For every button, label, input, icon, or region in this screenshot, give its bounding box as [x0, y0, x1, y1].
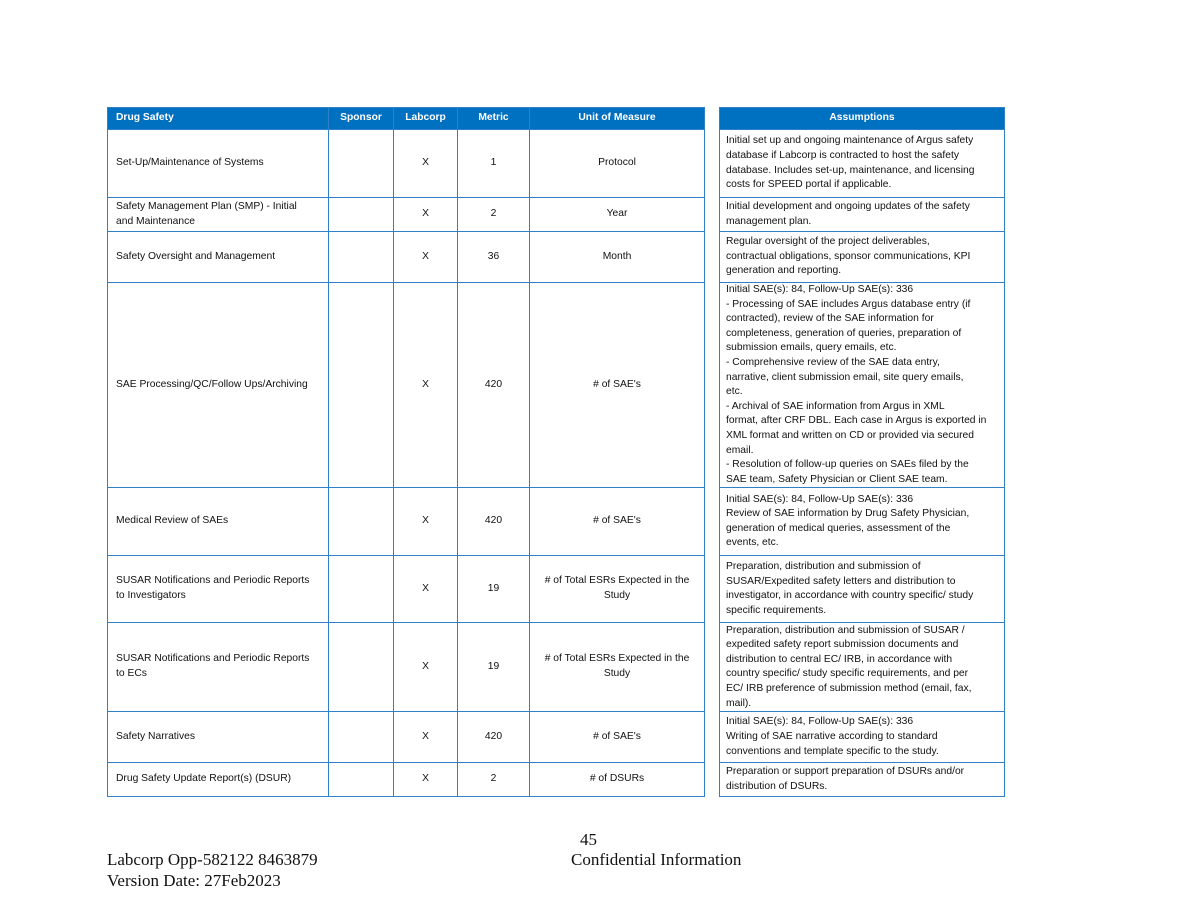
assumption-cell: Initial SAE(s): 84, Follow-Up SAE(s): 336 - Processing of SAE includes Argus database entry (if contracted), review of the SAE information for completeness, generation of queries, preparation of submission emails, query emails, etc. - Comprehensive review of the SAE data entry, narrative, client submission email, site query emails, etc. - Archival of SAE information from Argus in XML format, after CRF DBL. Each case in Argus is exported in XML format and written on CD or provided via secured email. - Resolution of follow-up queries on SAEs filed by the SAE team, Safety Physician or Client SAE team. [720, 283, 1005, 488]
header-metric: Metric [458, 108, 530, 130]
metric-cell: 1 [458, 130, 530, 198]
assumption-row [720, 712, 1005, 763]
header-drug-safety: Drug Safety [108, 108, 329, 130]
metric-cell: 2 [458, 198, 530, 232]
service-cell: Safety Management Plan (SMP) - Initial and Maintenance [108, 198, 329, 232]
labcorp-cell: X [394, 283, 458, 488]
table-row [108, 763, 705, 797]
assumptions-table [719, 107, 1005, 797]
assumption-row [720, 130, 1005, 198]
sponsor-cell [329, 623, 394, 712]
table-row [108, 198, 705, 232]
assumption-row [720, 763, 1005, 797]
sponsor-cell [329, 198, 394, 232]
table-row [108, 556, 705, 623]
metric-cell: 19 [458, 556, 530, 623]
assumption-cell: Initial SAE(s): 84, Follow-Up SAE(s): 336 Review of SAE information by Drug Safety Physician, generation of medical queries, assessment of the events, etc. [720, 488, 1005, 556]
header-sponsor: Sponsor [329, 108, 394, 130]
assumption-row [720, 198, 1005, 232]
assumption-cell: Initial set up and ongoing maintenance of Argus safety database if Labcorp is contracted to host the safety database. Includes set-up, maintenance, and licensing costs for SPEED portal if applicable. [720, 130, 1005, 198]
labcorp-cell: X [394, 623, 458, 712]
metric-cell: 420 [458, 488, 530, 556]
unit-cell: # of DSURs [530, 763, 705, 797]
assumption-row [720, 283, 1005, 488]
sponsor-cell [329, 232, 394, 283]
metric-cell: 2 [458, 763, 530, 797]
assumption-cell: Initial SAE(s): 84, Follow-Up SAE(s): 336 Writing of SAE narrative according to standard conventions and template specific to the study. [720, 712, 1005, 763]
unit-cell: Year [530, 198, 705, 232]
footer-confidential: Confidential Information [571, 850, 742, 869]
unit-cell: # of SAE's [530, 488, 705, 556]
sponsor-cell [329, 556, 394, 623]
service-cell: Medical Review of SAEs [108, 488, 329, 556]
sponsor-cell [329, 763, 394, 797]
sponsor-cell [329, 283, 394, 488]
header-unit-of-measure: Unit of Measure [530, 108, 705, 130]
unit-cell: # of SAE's [530, 712, 705, 763]
assumption-cell: Preparation, distribution and submission of SUSAR / expedited safety report submission documents and distribution to central EC/ IRB, in accordance with country specific/ study specific requirements, and per EC/ IRB preference of submission method (email, fax, mail). [720, 623, 1005, 712]
header-labcorp: Labcorp [394, 108, 458, 130]
labcorp-cell: X [394, 488, 458, 556]
service-cell: Set-Up/Maintenance of Systems [108, 130, 329, 198]
sponsor-cell [329, 488, 394, 556]
drug-safety-table [107, 107, 705, 797]
metric-cell: 420 [458, 283, 530, 488]
header-assumptions: Assumptions [720, 108, 1005, 130]
unit-cell: Month [530, 232, 705, 283]
table-row [108, 130, 705, 198]
service-cell: SUSAR Notifications and Periodic Reports to ECs [108, 623, 329, 712]
assumption-row [720, 556, 1005, 623]
assumption-cell: Preparation, distribution and submission of SUSAR/Expedited safety letters and distribution to investigator, in accordance with country specific/ study specific requirements. [720, 556, 1005, 623]
assumption-row [720, 232, 1005, 283]
assumption-row [720, 488, 1005, 556]
sponsor-cell [329, 130, 394, 198]
footer-opportunity-id: Labcorp Opp-582122 8463879 [107, 850, 318, 869]
labcorp-cell: X [394, 198, 458, 232]
metric-cell: 19 [458, 623, 530, 712]
footer-version-date: Version Date: 27Feb2023 [107, 871, 281, 890]
metric-cell: 36 [458, 232, 530, 283]
assumptions-header-row [720, 108, 1005, 130]
table-row [108, 623, 705, 712]
sponsor-cell [329, 712, 394, 763]
table-header-row [108, 108, 705, 130]
assumption-row [720, 623, 1005, 712]
page-number: 45 [580, 830, 597, 849]
labcorp-cell: X [394, 130, 458, 198]
service-cell: Safety Oversight and Management [108, 232, 329, 283]
service-cell: SUSAR Notifications and Periodic Reports to Investigators [108, 556, 329, 623]
table-row [108, 232, 705, 283]
labcorp-cell: X [394, 232, 458, 283]
unit-cell: Protocol [530, 130, 705, 198]
unit-cell: # of SAE's [530, 283, 705, 488]
metric-cell: 420 [458, 712, 530, 763]
unit-cell: # of Total ESRs Expected in the Study [530, 623, 705, 712]
unit-cell: # of Total ESRs Expected in the Study [530, 556, 705, 623]
labcorp-cell: X [394, 556, 458, 623]
assumption-cell: Preparation or support preparation of DSURs and/or distribution of DSURs. [720, 763, 1005, 797]
service-cell: Safety Narratives [108, 712, 329, 763]
service-cell: SAE Processing/QC/Follow Ups/Archiving [108, 283, 329, 488]
labcorp-cell: X [394, 712, 458, 763]
table-row [108, 712, 705, 763]
assumption-cell: Initial development and ongoing updates of the safety management plan. [720, 198, 1005, 232]
service-cell: Drug Safety Update Report(s) (DSUR) [108, 763, 329, 797]
table-row [108, 488, 705, 556]
labcorp-cell: X [394, 763, 458, 797]
assumption-cell: Regular oversight of the project deliverables, contractual obligations, sponsor communications, KPI generation and reporting. [720, 232, 1005, 283]
table-row [108, 283, 705, 488]
